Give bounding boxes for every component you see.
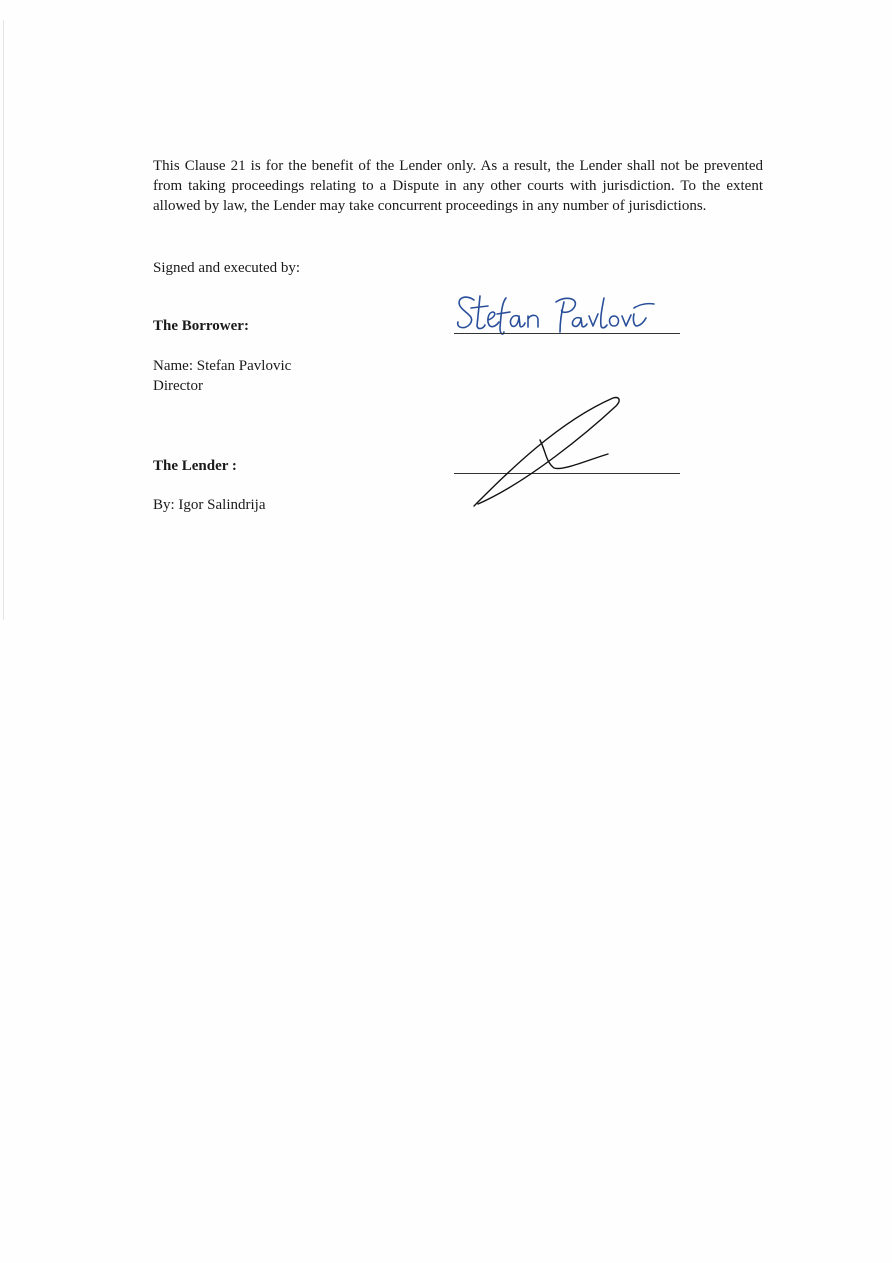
borrower-signature-line xyxy=(454,333,680,334)
lender-signatory: By: Igor Salindrija xyxy=(153,497,266,513)
borrower-heading: The Borrower: xyxy=(153,318,249,334)
borrower-role: Director xyxy=(153,378,203,394)
borrower-name: Name: Stefan Pavlovic xyxy=(153,358,292,374)
borrower-signature xyxy=(452,288,662,338)
lender-heading: The Lender : xyxy=(153,458,237,474)
signed-executed-label: Signed and executed by: xyxy=(153,260,301,276)
lender-signature xyxy=(468,392,628,512)
clause-paragraph: This Clause 21 is for the benefit of the Lender only. As a result, the Lender shall not be prevented from taking proceedings relating to a Dispute in any other courts with jurisdiction. To the extent allowed by law, the Lender may take concurrent proceedings in any number of jurisdictions. xyxy=(153,158,763,214)
page-edge-divider xyxy=(3,20,4,620)
